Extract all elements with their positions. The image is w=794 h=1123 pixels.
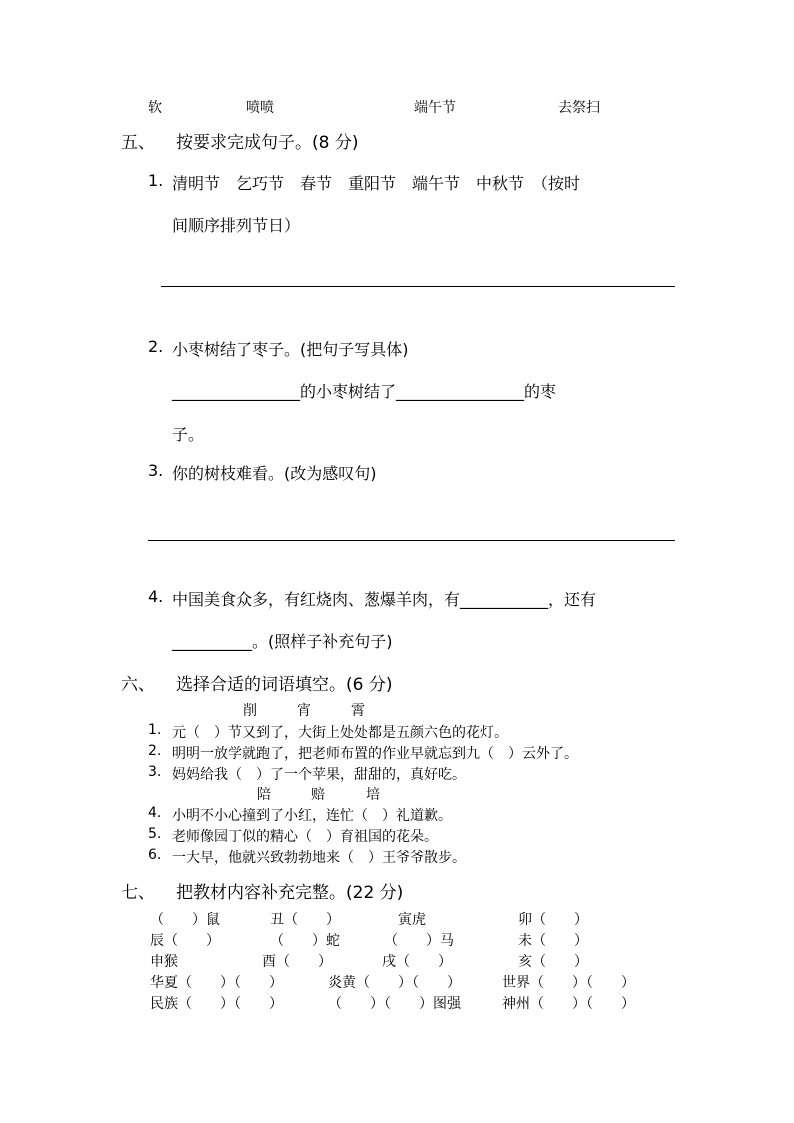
zodiac-rooster: 酉（ ） — [262, 954, 332, 970]
section-5-number: 五、 — [121, 133, 155, 153]
zodiac-dragon: 辰（ ） — [150, 933, 220, 949]
zodiac-pig: 亥（ ） — [518, 954, 588, 970]
item-3-text: 妈妈给我（ ）了一个苹果，甜甜的，真好吃。 — [172, 767, 466, 783]
zodiac-rat: （ ）鼠 — [150, 912, 220, 928]
top-word-3: 端午节 — [414, 100, 456, 116]
q3-text: 你的树枝难看。(改为感叹句) — [172, 464, 377, 483]
item-1-number: 1. — [148, 722, 162, 738]
item-2-number: 2. — [148, 743, 162, 759]
section-6-number: 六、 — [121, 675, 155, 695]
section-7-number: 七、 — [121, 883, 155, 903]
zodiac-rabbit: 卯（ ） — [518, 912, 588, 928]
word-choice-xiao-1: 削 — [243, 703, 257, 719]
word-choice-xiao-2: 宵 — [297, 703, 311, 719]
idiom-minzu: 民族（ ）（ ） — [150, 996, 283, 1012]
item-6-text: 一大早，他就兴致勃勃地来（ ）王爷爷散步。 — [172, 850, 466, 866]
top-word-1: 软 — [148, 100, 162, 116]
zodiac-snake: （ ）蛇 — [270, 933, 340, 949]
section-7-title: 把教材内容补充完整。(22 分) — [176, 883, 404, 903]
zodiac-goat: 未（ ） — [518, 933, 588, 949]
item-3-number: 3. — [148, 764, 162, 780]
word-choice-pei-3: 培 — [366, 787, 380, 803]
idiom-tuqiang: （ ）（ ）图强 — [328, 996, 461, 1012]
item-5-text: 老师像园丁似的精心（ ）育祖国的花朵。 — [172, 829, 438, 845]
q3-number: 3. — [148, 461, 164, 480]
idiom-yanhuang: 炎黄（ ）（ ） — [328, 975, 461, 991]
section-5-title: 按要求完成句子。(8 分) — [176, 133, 359, 153]
word-choice-pei-1: 陪 — [257, 787, 271, 803]
item-2-text: 明明一放学就跑了，把老师布置的作业早就忘到九（ ）云外了。 — [172, 746, 578, 762]
q4-text: 中国美食众多，有红烧肉、葱爆羊肉，有___________，还有 — [172, 590, 597, 609]
q1-text-cont: 间顺序排列节日） — [172, 216, 301, 235]
q1-answer-line[interactable] — [161, 286, 675, 287]
word-choice-pei-2: 赔 — [311, 787, 325, 803]
section-6-title: 选择合适的词语填空。(6 分) — [176, 675, 393, 695]
zodiac-tiger: 寅虎 — [398, 912, 426, 928]
q2-fill-cont: 子。 — [172, 425, 205, 444]
q4-text-cont: __________。(照样子补充句子) — [172, 632, 393, 651]
top-word-2: 喷喷 — [246, 100, 274, 116]
item-4-number: 4. — [148, 805, 162, 821]
q2-fill-line[interactable]: ________________的小枣树结了________________的枣 — [172, 382, 557, 401]
zodiac-monkey: 申猴 — [150, 954, 178, 970]
word-choice-xiao-3: 霄 — [351, 703, 365, 719]
idiom-shijie: 世界（ ）（ ） — [502, 975, 635, 991]
idiom-shenzhou: 神州（ ）（ ） — [502, 996, 635, 1012]
zodiac-ox: 丑（ ） — [270, 912, 340, 928]
item-5-number: 5. — [148, 826, 162, 842]
item-1-text: 元（ ）节又到了，大街上处处都是五颜六色的花灯。 — [172, 725, 508, 741]
q2-text: 小枣树结了枣子。(把句子写具体) — [172, 340, 409, 359]
q2-number: 2. — [148, 337, 164, 356]
q4-number: 4. — [148, 587, 164, 606]
q1-number: 1. — [148, 171, 164, 190]
top-word-4: 去祭扫 — [558, 100, 600, 116]
item-4-text: 小明不小心撞到了小红，连忙（ ）礼道歉。 — [172, 808, 452, 824]
zodiac-dog: 戌（ ） — [382, 954, 452, 970]
q1-text: 清明节 乞巧节 春节 重阳节 端午节 中秋节 （按时 — [172, 174, 581, 193]
zodiac-horse: （ ）马 — [384, 933, 454, 949]
item-6-number: 6. — [148, 847, 162, 863]
q3-answer-line[interactable] — [148, 540, 675, 541]
idiom-huaxia: 华夏（ ）（ ） — [150, 975, 283, 991]
